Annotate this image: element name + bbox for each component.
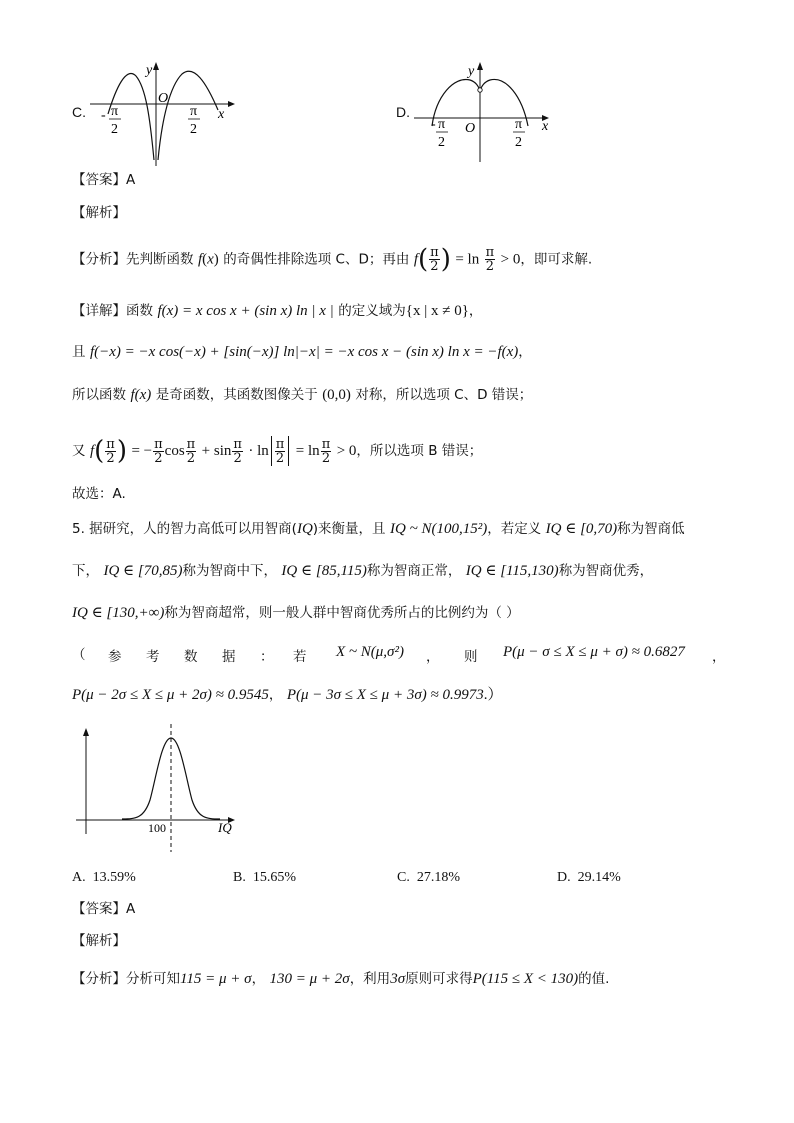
fenxi-q4-lp: ( xyxy=(202,251,208,268)
q5-line2 xyxy=(72,561,653,581)
concl-point: (0,0) xyxy=(322,387,351,403)
q5-p1-end: ， xyxy=(712,649,726,665)
q5-ref-word-1: 参 xyxy=(108,649,122,665)
fenxi-q4-f2: f xyxy=(413,251,418,268)
fenxi2-prob: P(115 ≤ X < 130) xyxy=(472,971,579,987)
q5-l1-b: )来衡量，且 xyxy=(312,521,386,537)
odd-proof-line xyxy=(72,342,532,362)
graph-d-pi-right: π xyxy=(515,117,523,132)
fenxi-q4-prefix: 【分析】先判断函数 xyxy=(72,251,194,268)
xiangjie-domain: {x | x ≠ 0} xyxy=(405,303,469,319)
answer-q5: 【答案】A xyxy=(72,901,136,917)
graph-c-minus: - xyxy=(101,108,106,123)
q5-dist: IQ ~ N(100,15²) xyxy=(390,521,488,537)
fenxi-q4-rp: ) xyxy=(213,251,219,268)
fenxi-q4-gt: > 0 xyxy=(500,251,521,268)
again-frac-d: $\frac{\pi}{2}$ xyxy=(275,436,285,466)
jiexi-q5: 【解析】 xyxy=(72,933,126,949)
graph-c-origin: O xyxy=(158,91,169,106)
graph-d-y-arrow xyxy=(477,62,483,70)
q5-range2: IQ ∈ [70,85) xyxy=(103,563,183,579)
q5-range1: IQ ∈ [0,70) xyxy=(545,521,618,537)
answer-q4: 【答案】A xyxy=(72,172,136,188)
q5-p2: P(μ − 2σ ≤ X ≤ μ + 2σ) ≈ 0.9545 xyxy=(72,687,269,703)
q5-p1: P(μ − σ ≤ X ≤ μ + σ) ≈ 0.6827 xyxy=(503,644,685,660)
graph-d-y-label: y xyxy=(468,64,475,79)
graph-d-two-left: 2 xyxy=(438,135,445,150)
q5-p3: P(μ − 3σ ≤ X ≤ μ + 3σ) ≈ 0.9973 xyxy=(286,687,484,703)
option-b-value: 15.65% xyxy=(252,870,297,885)
option-a[interactable] xyxy=(72,870,136,886)
odd-end: ， xyxy=(518,344,532,360)
graph-d-minus: - xyxy=(431,117,436,132)
fenxi-q4-frac2: $\frac{\pi}{2}$ xyxy=(485,245,495,274)
again-line: 又 f( $\frac{\pi}{2}$ ) = − $\frac{\pi}{2}$ cos $\frac{\pi}{2}$ + sin $\frac{\pi}{2}$ · ln $\frac{\pi}{2}$ = ln $\frac{\pi}{2}$ > 0，所以选项 B 错误； xyxy=(72,436,483,466)
again-f: f xyxy=(89,443,95,459)
q5-ref-word-4: 据 xyxy=(222,649,236,665)
q5-line1 xyxy=(72,519,685,539)
q5-ref-dist: X ~ N(μ,σ²) xyxy=(336,644,404,660)
fenxi-q4-frac1: $\frac{\pi}{2}$ xyxy=(430,245,439,274)
again-prefix: 又 xyxy=(72,443,86,459)
fenxi-q4-mid: 的奇偶性排除选项 C、D；再由 xyxy=(223,251,410,268)
again-end: ，所以选项 B 错误； xyxy=(356,443,483,459)
again-cos: cos xyxy=(164,443,185,459)
fenxi2-mid: ，利用 xyxy=(349,971,391,987)
xiangjie-mid: 的定义域为 xyxy=(338,303,406,319)
xiangjie-end: ， xyxy=(468,303,483,319)
graph-c-two-right: 2 xyxy=(190,122,197,137)
fenxi2-sep: ， xyxy=(251,971,266,987)
q5-line-probs xyxy=(72,685,502,705)
guxuan-q4: 故选：A. xyxy=(72,486,126,502)
again-gt: > 0 xyxy=(336,443,357,459)
fenxi-q4-x: x xyxy=(207,251,214,268)
option-c-key: C. xyxy=(397,870,410,885)
concl-fx: f(x) xyxy=(130,387,152,403)
graph-c-x-arrow xyxy=(228,101,235,107)
fenxi-q4-f: f xyxy=(197,251,203,268)
q5-ref-word-2: 考 xyxy=(146,649,160,665)
bell-y-arrow xyxy=(83,728,89,736)
bell-axis-label: IQ xyxy=(218,820,232,835)
again-frac-b: $\frac{\pi}{2}$ xyxy=(186,436,196,466)
graph-d xyxy=(414,58,564,166)
odd-formula: f(−x) = −x cos(−x) + [sin(−x)] ln|−x| = −x cos x − (sin x) ln x = −f(x) xyxy=(89,344,519,360)
q5-ref-word-6: 若 xyxy=(293,649,307,665)
q5-ze: 则 xyxy=(464,649,478,665)
graph-d-origin: O xyxy=(465,121,476,136)
graph-d-pi-left: π xyxy=(438,117,446,132)
q5-l1-a: 5. 据研究，人的智力高低可以用智商( xyxy=(72,521,297,537)
q5-l2-d: 称为智商优秀， xyxy=(558,563,654,579)
option-d-label: D. xyxy=(396,104,410,120)
q5-ref-comma: ， xyxy=(426,649,440,665)
normal-distribution-figure xyxy=(70,720,240,854)
again-plus-sin: + sin xyxy=(201,443,232,459)
again-frac-a: $\frac{\pi}{2}$ xyxy=(154,436,163,466)
q5-iq: IQ xyxy=(296,521,313,537)
q5-ref-word-3: 数 xyxy=(184,649,198,665)
option-b-key: B. xyxy=(233,870,246,885)
q5-p2-sep: ， xyxy=(268,687,283,703)
fenxi2-rule: 3σ xyxy=(390,971,406,987)
q5-l2-a: 下， xyxy=(72,563,99,579)
fenxi2-e2: 130 = μ + 2σ xyxy=(269,971,350,987)
graph-c-pi-left: π xyxy=(111,104,119,119)
option-d[interactable] xyxy=(557,870,621,886)
xiangjie-q4 xyxy=(72,301,482,321)
fenxi-q5 xyxy=(72,969,609,989)
concl-mid: 是奇函数，其函数图像关于 xyxy=(155,387,318,403)
fenxi2-e1: 115 = μ + σ xyxy=(180,971,252,987)
bell-tick-label: 100 xyxy=(148,821,166,835)
q5-l2-c: 称为智商正常， xyxy=(366,563,462,579)
again-frac-arg: $\frac{\pi}{2}$ xyxy=(106,436,115,466)
fenxi2-end: 的值. xyxy=(578,971,610,987)
fenxi2-prefix: 【分析】分析可知 xyxy=(72,971,180,987)
option-a-key: A. xyxy=(72,870,86,885)
fenxi-q4-suffix: ，即可求解. xyxy=(520,251,593,268)
option-a-value: 13.59% xyxy=(92,870,136,885)
q5-p3-end: .） xyxy=(483,687,503,703)
graph-c-two-left: 2 xyxy=(111,122,118,137)
q5-l2-b: 称为智商中下， xyxy=(182,563,277,579)
option-c-value: 27.18% xyxy=(416,870,461,885)
graph-c-y-label: y xyxy=(146,63,153,78)
option-d-value: 29.14% xyxy=(577,870,621,885)
q5-line3 xyxy=(72,603,520,623)
xiangjie-prefix: 【详解】函数 xyxy=(72,303,153,319)
again-dot-ln: · ln xyxy=(248,443,269,459)
q5-l3: 称为智商超常，则一般人群中智商优秀所占的比例约为（ ） xyxy=(164,605,520,621)
fenxi-q4: 【分析】先判断函数 f(x) 的奇偶性排除选项 C、D；再由 f( $\frac{\pi}{2}$ ) = ln $\frac{\pi}{2}$ > 0，即可求解. xyxy=(72,244,593,275)
q5-l1-c: ，若定义 xyxy=(487,521,542,537)
graph-c-x-label: x xyxy=(218,107,225,122)
again-frac-e: $\frac{\pi}{2}$ xyxy=(321,436,331,466)
graph-d-x-label: x xyxy=(542,119,549,134)
again-eq2: = ln xyxy=(295,443,320,459)
q5-range3: IQ ∈ [85,115) xyxy=(281,563,367,579)
option-b[interactable] xyxy=(233,870,296,886)
graph-c-curve xyxy=(108,71,218,160)
q5-ref-open: （ xyxy=(72,647,86,663)
fenxi2-mid2: 原则可求得 xyxy=(405,971,473,987)
q5-l1-d: 称为智商低 xyxy=(617,521,685,537)
option-c-label: C. xyxy=(72,104,86,120)
bell-curve xyxy=(122,738,220,819)
odd-conclusion-line xyxy=(72,385,532,405)
xiangjie-formula: f(x) = x cos x + (sin x) ln | x | xyxy=(157,303,334,319)
q5-ref-word-5: ： xyxy=(260,649,274,665)
graph-d-two-right: 2 xyxy=(515,135,522,150)
graph-c-pi-right: π xyxy=(190,104,198,119)
graph-c-y-arrow xyxy=(153,62,159,70)
fenxi-q4-eq: = ln xyxy=(455,251,480,268)
option-d-key: D. xyxy=(557,870,571,885)
jiexi-q4: 【解析】 xyxy=(72,205,126,221)
q5-range4: IQ ∈ [115,130) xyxy=(465,563,559,579)
concl-end: 对称，所以选项 C、D 错误； xyxy=(355,387,533,403)
q5-range5: IQ ∈ [130,+∞) xyxy=(72,605,165,621)
again-frac-c: $\frac{\pi}{2}$ xyxy=(233,436,242,466)
graph-c xyxy=(90,58,240,166)
option-c[interactable] xyxy=(397,870,460,886)
graph-d-hole xyxy=(478,88,482,92)
odd-prefix: 且 xyxy=(72,344,86,360)
concl-prefix: 所以函数 xyxy=(72,387,126,403)
again-eq1: = − xyxy=(131,443,153,459)
